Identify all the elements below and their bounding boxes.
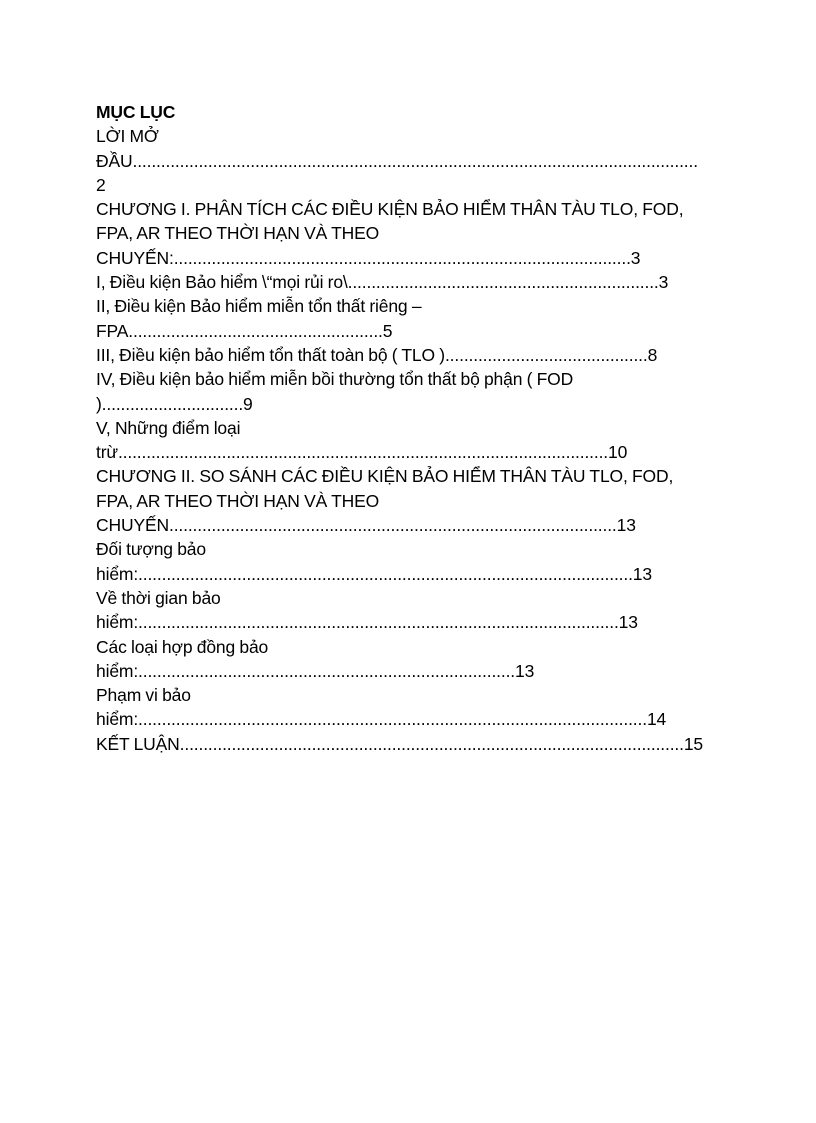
toc-entry-ket-luan[interactable]: KẾT LUẬN...........................................................................................................15: [96, 733, 704, 754]
toc-entry-loi-mo-dau[interactable]: LỜI MỞ ĐẦU........................................................................................................................2: [96, 126, 698, 195]
toc-entry-chuong-1[interactable]: CHƯƠNG I. PHÂN TÍCH CÁC ĐIỀU KIỆN BẢO HIỂM THÂN TÀU TLO, FOD, FPA, AR THEO THỜI HẠN VÀ THEO CHUYẾN:.................................................................................................3: [96, 199, 688, 268]
toc-heading: MỤC LỤC: [96, 102, 176, 122]
toc-entry-i-moi-rui-ro[interactable]: I, Điều kiện Bảo hiểm \“mọi rủi ro\..................................................................3: [96, 272, 669, 293]
table-of-contents: [96, 100, 704, 756]
toc-entry-hop-dong-bao-hiem[interactable]: Các loại hợp đồng bảo hiểm:................................................................................13: [96, 636, 535, 681]
toc-entry-iv-fod[interactable]: IV, Điều kiện bảo hiểm miễn bồi thường tổn thất bộ phận ( FOD )..............................9: [96, 369, 578, 414]
toc-entry-pham-vi-bao-hiem[interactable]: Phạm vi bảo hiểm:............................................................................................................14: [96, 685, 667, 730]
toc-entry-ii-fpa[interactable]: II, Điều kiện Bảo hiểm miễn tổn thất riêng – FPA......................................................5: [96, 296, 426, 341]
toc-entry-iii-tlo[interactable]: III, Điều kiện bảo hiểm tổn thất toàn bộ ( TLO )...........................................8: [96, 344, 658, 365]
toc-entry-chuong-2[interactable]: CHƯƠNG II. SO SÁNH CÁC ĐIỀU KIỆN BẢO HIỂM THÂN TÀU TLO, FOD, FPA, AR THEO THỜI HẠN VÀ THEO CHUYẾN...............................................................................................13: [96, 466, 678, 536]
toc-entry-v-diem-loai-tru[interactable]: V, Những điểm loại trừ........................................................................................................10: [96, 417, 628, 463]
toc-entry-thoi-gian-bao-hiem[interactable]: Về thời gian bảo hiểm:......................................................................................................13: [96, 587, 638, 633]
toc-entry-doi-tuong-bao-hiem[interactable]: Đối tượng bảo hiểm:.........................................................................................................13: [96, 539, 652, 584]
